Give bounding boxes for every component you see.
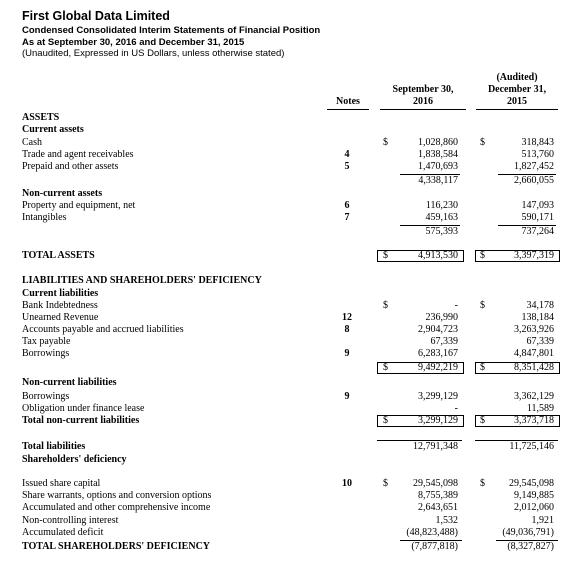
sep-2016-header-line1: September 30,: [392, 84, 454, 95]
table-row-current-assets-total: 4,338,117 2,660,055: [418, 175, 554, 186]
table-row-non-controlling-interest: Non-controlling interest 1,532 1,921: [22, 515, 554, 526]
table-row-share-warrants: Share warrants, options and conversion options 8,755,389 9,149,885: [22, 490, 554, 501]
company-name: First Global Data Limited: [22, 9, 170, 23]
non-current-assets-heading: Non-current assets: [22, 188, 103, 199]
sep-header-rule: [380, 109, 466, 110]
liabilities-heading: LIABILITIES AND SHAREHOLDERS' DEFICIENCY: [22, 275, 262, 286]
notes-header-rule: [327, 109, 369, 110]
sep-2016-header-line2: 2016: [413, 96, 433, 107]
dec-2015-header-line1: December 31,: [487, 84, 547, 95]
table-row-total-assets: TOTAL ASSETS $ 4,913,530 $ 3,397,319: [22, 250, 554, 261]
current-assets-heading: Current assets: [22, 124, 84, 135]
table-row-non-current-liabilities-total: Total non-current liabilities $ 3,299,129 $ 3,373,718: [22, 415, 554, 426]
table-row-prepaid: Prepaid and other assets 5 1,470,693 1,827,452: [22, 161, 554, 172]
table-row-issued-share-capital: Issued share capital 10 $ 29,545,098 $ 29,545,098: [22, 478, 554, 489]
table-row-aoci: Accumulated and other comprehensive income 2,643,651 2,012,060: [22, 502, 554, 513]
current-liabilities-heading: Current liabilities: [22, 288, 99, 299]
table-row-intangibles: Intangibles 7 459,163 590,171: [22, 212, 554, 223]
table-row-ppe: Property and equipment, net 6 116,230 147,093: [22, 200, 554, 211]
statement-title: Condensed Consolidated Interim Statements of Financial Position: [22, 25, 321, 36]
table-row-tax-payable: Tax payable 67,339 67,339: [22, 336, 554, 347]
table-row-trade-receivables: Trade and agent receivables 4 1,838,584 513,760: [22, 149, 554, 160]
table-row-borrowings-non-current: Borrowings 9 3,299,129 3,362,129: [22, 391, 554, 402]
table-row-borrowings-current: Borrowings 9 6,283,167 4,847,801: [22, 348, 554, 359]
table-row-bank-indebtedness: Bank Indebtedness $ - $ 34,178: [22, 300, 554, 311]
dec-2015-header-line2: 2015: [507, 96, 527, 107]
table-row-accounts-payable: Accounts payable and accrued liabilities 8 2,904,723 3,263,926: [22, 324, 554, 335]
table-row-cash: Cash $ 1,028,860 $ 318,843: [22, 137, 554, 148]
statement-dates: As at September 30, 2016 and December 31, 2015: [22, 37, 245, 48]
assets-heading: ASSETS: [22, 112, 60, 123]
table-row-unearned-revenue: Unearned Revenue 12 236,990 138,184: [22, 312, 554, 323]
dec-2015-header-line0: (Audited): [496, 72, 538, 83]
dec-header-rule: [476, 109, 558, 110]
non-current-liabilities-heading: Non-current liabilities: [22, 377, 117, 388]
table-row-non-current-assets-total: 575,393 737,264: [425, 226, 554, 237]
table-row-total-liabilities: Total liabilities 12,791,348 11,725,146: [22, 441, 554, 452]
table-row-total-shareholders-deficiency: TOTAL SHAREHOLDERS' DEFICIENCY (7,877,818) (8,327,827): [22, 541, 554, 552]
table-row-current-liabilities-total: $ 9,492,219 $ 8,351,428: [383, 362, 554, 373]
table-row-finance-lease: Obligation under finance lease - 11,589: [22, 403, 554, 414]
notes-column-header: Notes: [336, 96, 360, 107]
table-row-accumulated-deficit: Accumulated deficit (48,823,488) (49,036,791): [22, 527, 554, 538]
statement-basis: (Unaudited, Expressed in US Dollars, unless otherwise stated): [22, 48, 285, 59]
shareholders-deficiency-heading: Shareholders' deficiency: [22, 454, 127, 465]
